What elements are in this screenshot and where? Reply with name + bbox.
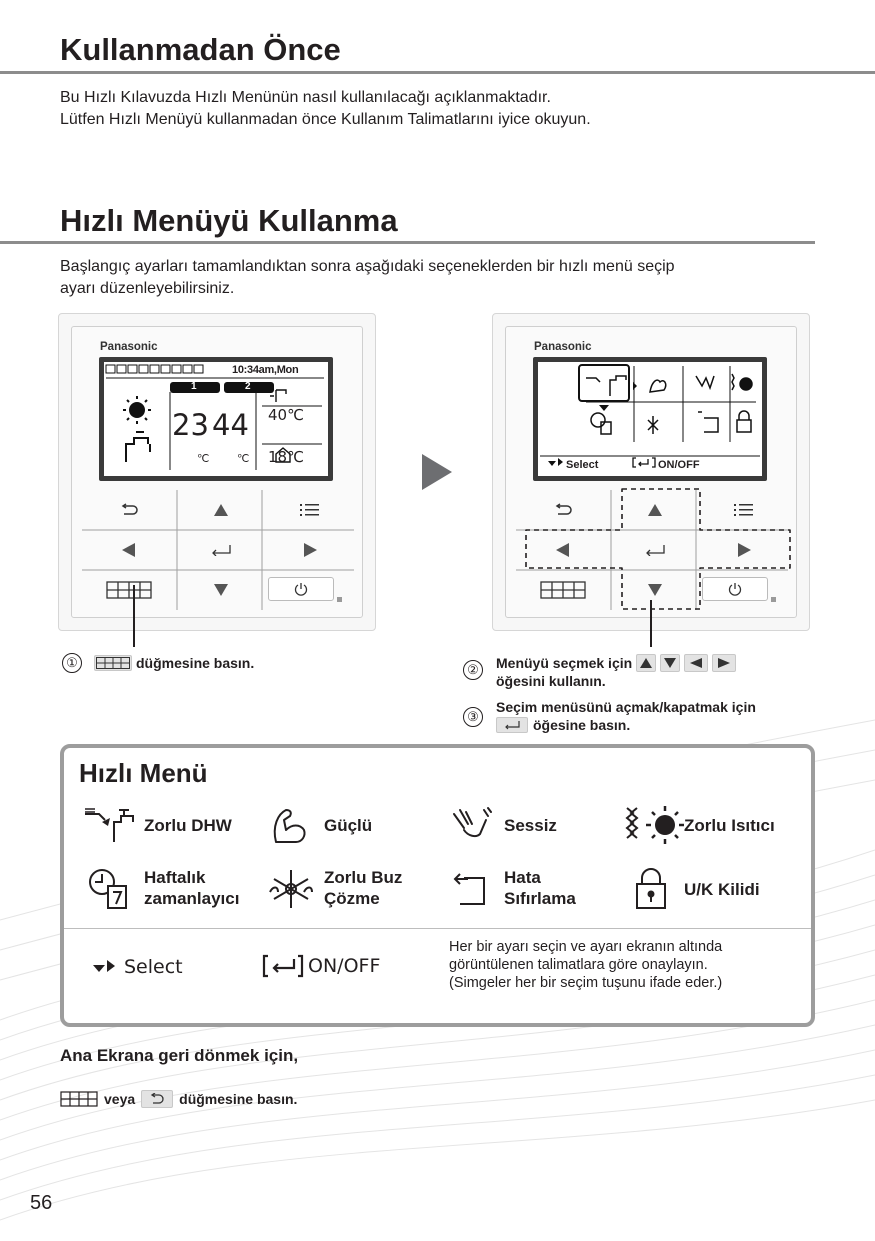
left-key-icon	[684, 654, 708, 672]
step-1-instruction	[94, 654, 254, 672]
tap-icon	[82, 806, 136, 844]
up-button[interactable]	[179, 490, 263, 530]
lcd-display	[533, 357, 767, 481]
or-text: veya	[104, 1091, 136, 1107]
enter-button[interactable]	[179, 530, 263, 570]
title-underline	[0, 241, 815, 244]
up-key-icon	[636, 654, 656, 672]
brand-logo: Panasonic	[534, 341, 592, 353]
back-key-icon	[141, 1090, 173, 1108]
enter-icon	[210, 544, 232, 556]
quiet-hand-icon	[450, 806, 492, 846]
weekly-timer-icon	[88, 866, 130, 912]
down-key-icon	[660, 654, 680, 672]
arrow-keys-highlight	[514, 475, 794, 617]
menu-button[interactable]	[265, 490, 355, 530]
screen-select-label: Select	[566, 459, 599, 471]
lcd-display	[99, 357, 333, 481]
quick-item-forced-dhw: Zorlu DHW	[144, 816, 232, 835]
power-icon	[294, 582, 308, 596]
select-arrows-icon	[92, 957, 120, 977]
intro-text-line-2: Lütfen Hızlı Menüyü kullanmadan önce Kullanım Talimatlarını iyice okuyun.	[60, 111, 591, 128]
return-home-instruction	[60, 1090, 297, 1108]
return-home-text: düğmesine basın.	[179, 1091, 298, 1107]
up-arrow-icon	[213, 503, 229, 517]
down-button[interactable]	[179, 570, 263, 610]
quick-item-force-defrost	[324, 867, 402, 909]
note-line-2: görüntülenen talimatlara göre onaylayın.	[449, 957, 708, 973]
quick-menu-grid-icon	[106, 581, 152, 599]
right-button[interactable]	[265, 530, 355, 570]
back-arrow-icon	[119, 503, 139, 517]
arrow-right-icon	[420, 452, 454, 492]
note-line-3: (Simgeler her bir seçim tuşunu ifade eder.)	[449, 975, 723, 991]
onoff-legend-label: ON/OFF	[308, 955, 381, 977]
note-line-1: Her bir ayarı seçin ve ayarı ekranın altında	[449, 939, 723, 955]
outdoor-temperature: 18℃	[268, 448, 304, 466]
step-1-text: düğmesine basın.	[136, 655, 255, 671]
enter-bracket-icon	[262, 954, 304, 978]
step-2-text-a: Menüyü seçmek için	[496, 655, 633, 671]
section-title-before-use: Kullanmadan Önce	[60, 32, 341, 67]
step-3-text-a: Seçim menüsünü açmak/kapatmak için	[496, 699, 756, 715]
usage-text-line-1: Başlangıç ayarları tamamlandıktan sonra aşağıdaki seçeneklerden bir hızlı menü seçip	[60, 258, 675, 275]
legend-divider	[64, 928, 811, 929]
callout-line-quick-menu-button	[133, 585, 135, 647]
zone-2-temperature: 44	[212, 408, 249, 442]
weekly-timer-label-a: Haftalık	[144, 868, 206, 887]
back-button[interactable]	[84, 490, 174, 530]
remote-controller-quick-menu	[492, 313, 810, 631]
indicator-dot	[337, 597, 342, 602]
remote-face	[71, 326, 363, 618]
menu-list-icon	[299, 503, 321, 517]
quick-item-weekly-timer	[144, 867, 239, 909]
home-screen	[104, 362, 328, 476]
enter-key-icon	[496, 717, 528, 733]
defrost-label-a: Zorlu Buz	[324, 868, 403, 887]
error-reset-label-a: Hata	[504, 868, 541, 887]
right-arrow-icon	[302, 542, 318, 558]
power-button[interactable]	[268, 577, 334, 601]
page-number: 56	[30, 1192, 53, 1214]
quick-menu-key-icon	[94, 655, 132, 671]
quick-item-error-reset	[504, 867, 576, 909]
quick-item-powerful: Güçlü	[324, 816, 373, 835]
zone-1-tab: 1	[191, 381, 197, 392]
error-reset-icon	[450, 868, 490, 908]
section-title-using-quick-menu: Hızlı Menüyü Kullanma	[60, 203, 398, 238]
quick-item-rc-lock: U/K Kilidi	[684, 880, 760, 899]
weekly-timer-label-b: zamanlayıcı	[144, 889, 240, 908]
screen-onoff-label: ON/OFF	[658, 459, 700, 471]
lock-icon	[634, 866, 668, 910]
step-3-instruction	[496, 698, 756, 734]
select-legend-label: Select	[124, 956, 183, 978]
return-home-title: Ana Ekrana geri dönmek için,	[60, 1046, 299, 1065]
callout-line-arrow-keys	[650, 600, 652, 647]
select-legend	[92, 956, 183, 978]
defrost-label-b: Çözme	[324, 889, 380, 908]
step-number-3: ③	[463, 707, 483, 727]
zone-2-unit: ℃	[237, 453, 250, 465]
step-number-1: ①	[62, 653, 82, 673]
usage-text-line-2: ayarı düzenleyebilirsiniz.	[60, 280, 235, 297]
quick-menu-screen	[538, 362, 762, 476]
step-3-text-b: öğesine basın.	[533, 717, 631, 733]
zone-2-tab: 2	[245, 381, 251, 392]
quick-menu-legend-box	[60, 744, 815, 1027]
zone-1-unit: ℃	[197, 453, 210, 465]
remote-controller-home	[58, 313, 376, 631]
left-button[interactable]	[84, 530, 174, 570]
strong-arm-icon	[270, 806, 310, 846]
left-arrow-icon	[121, 542, 137, 558]
right-key-icon	[712, 654, 736, 672]
tank-temperature: 40℃	[268, 406, 304, 424]
intro-text-line-1: Bu Hızlı Kılavuzda Hızlı Menünün nasıl kullanılacağı açıklanmaktadır.	[60, 89, 551, 106]
quick-menu-title: Hızlı Menü	[79, 758, 208, 788]
error-reset-label-b: Sıfırlama	[504, 889, 576, 908]
quick-menu-key-icon	[60, 1091, 98, 1107]
zone-1-temperature: 23	[172, 408, 209, 442]
defrost-icon	[266, 866, 316, 912]
down-arrow-icon	[213, 583, 229, 597]
step-2-instruction	[496, 654, 736, 690]
quick-item-force-heater: Zorlu Isıtıcı	[684, 816, 775, 835]
quick-menu-button[interactable]	[84, 570, 174, 610]
quick-item-quiet: Sessiz	[504, 816, 557, 835]
onoff-legend	[262, 954, 380, 978]
heater-icon	[619, 804, 689, 846]
clock-time: 10:34am,Mon	[232, 364, 299, 376]
step-number-2: ②	[463, 660, 483, 680]
quick-menu-note	[449, 938, 789, 992]
remote-face	[505, 326, 797, 618]
title-underline	[0, 71, 875, 74]
step-2-text-b: öğesini kullanın.	[496, 673, 606, 689]
brand-logo: Panasonic	[100, 341, 158, 353]
